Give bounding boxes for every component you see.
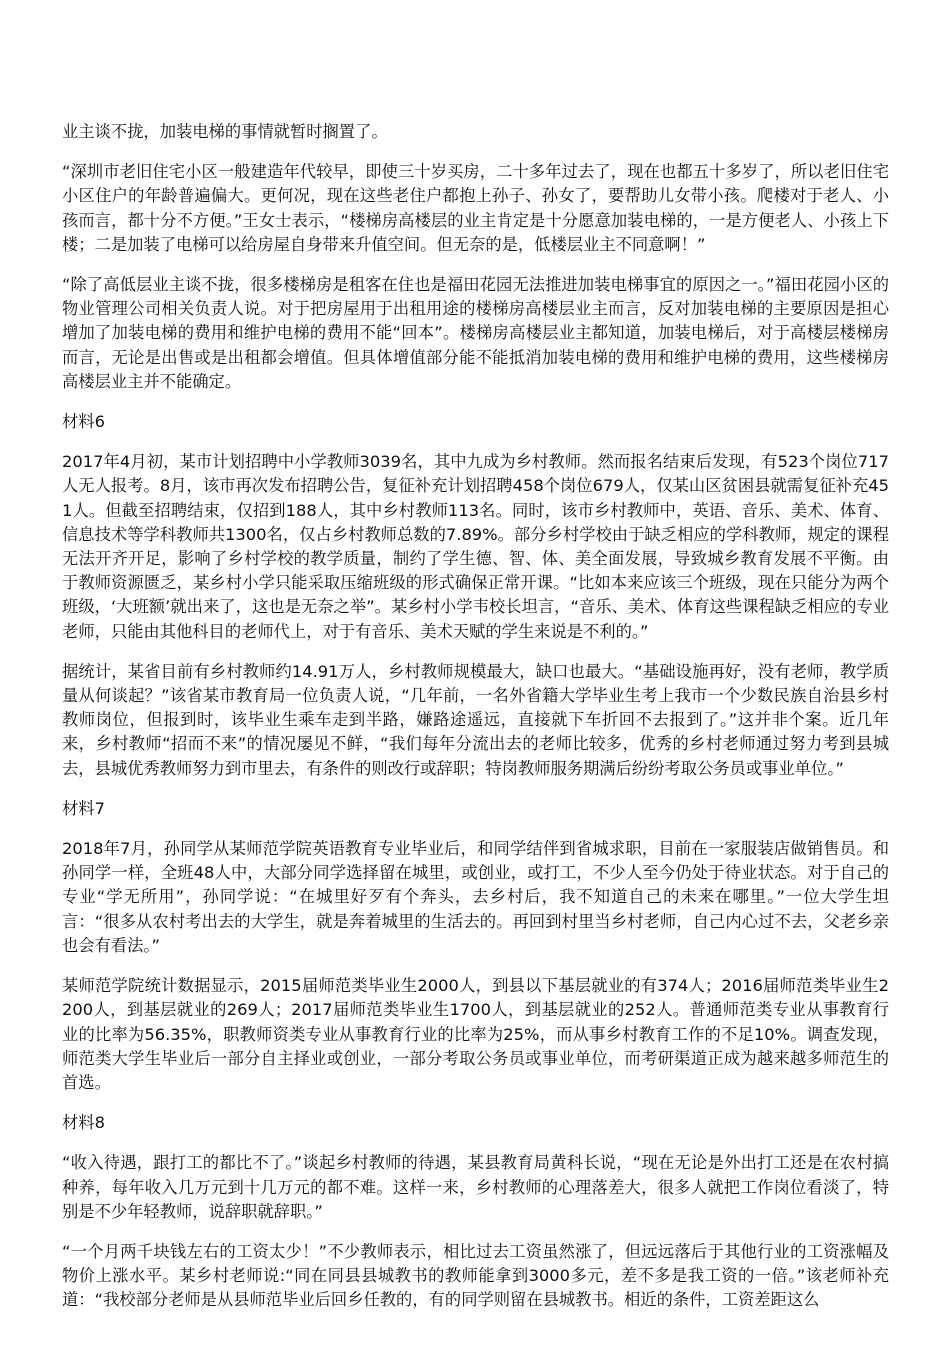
paragraph-graduate-sun: 2018年7月，孙同学从某师范学院英语教育专业毕业后，和同学结伴到省城求职，目前在一家服装店做销售员。和孙同学一样，全班48人中，大部分同学选择留在城里，或创业，或打工，不少人至今仍处于待业状态。对于自己的专业“学无所用”，孙同学说：“在城里好歹有个奔头，去乡村后，我不知道自己的未来在哪里。”一位大学生坦言：“很多从农村考出去的大学生，就是奔着城里的生活去的。再回到村里当乡村老师，自己内心过不去，父老乡亲也会有看法。” bbox=[62, 839, 889, 955]
paragraph-income-treatment: “收入待遇，跟打工的都比不了。”谈起乡村教师的待遇，某县教育局黄科长说，“现在无论是外出打工还是在农村搞种养，每年收入几万元到十几万元的都不难。这样一来，乡村教师的心理落差大，很多人就把工作岗位看淡了，特别是不少年轻教师，说辞职就辞职。” bbox=[62, 1153, 889, 1221]
section-heading-material-7: 材料7 bbox=[62, 798, 105, 818]
section-heading-material-6: 材料6 bbox=[62, 412, 105, 432]
paragraph-futian-garden: “除了高低层业主谈不拢，很多楼梯房是租客在住也是福田花园无法推进加装电梯事宜的原因之一。”福田花园小区的物业管理公司相关负责人说。对于把房屋用于出租用途的楼梯房高楼层业主而言，反对加装电梯的主要原因是担心增加了加装电梯的费用和维护电梯的费用不能“回本”。楼梯房高楼层业主都知道，加装电梯后，对于高楼层楼梯房而言，无论是出售或是出租都会增值。但具体增值部分能不能抵消加装电梯的费用和维护电梯的费用，这些楼梯房高楼层业主并不能确定。 bbox=[62, 275, 889, 391]
paragraph-salary-gap: “一个月两千块钱左右的工资太少！”不少教师表示，相比过去工资虽然涨了，但远远落后于其他行业的工资涨幅及物价上涨水平。某乡村老师说:“同在同县县城教书的教师能拿到3000多元，差不多是我工资的一倍。”该老师补充道：“我校部分老师是从县师范毕业后回乡任教的，有的同学则留在县城教书。相近的条件，工资差距这么 bbox=[62, 1241, 889, 1310]
paragraph-province-statistics: 据统计，某省目前有乡村教师约14.91万人，乡村教师规模最大，缺口也最大。“基础设施再好，没有老师，教学质量从何谈起？”该省某市教育局一位负责人说，“几年前，一名外省籍大学毕业生考上我市一个少数民族自治县乡村教师岗位，但报到时，该毕业生乘车走到半路，嫌路途遥远，直接就下车折回不去报到了。”这并非个案。近几年来，乡村教师“招而不来”的情况屡见不鲜，“我们每年分流出去的老师比较多，优秀的乡村老师通过努力考到县城去，县城优秀教师努力到市里去，有条件的则改行或辞职；特岗教师服务期满后纷纷考取公务员或事业单位。” bbox=[62, 661, 889, 778]
paragraph-intro: 业主谈不拢，加装电梯的事情就暂时搁置了。 bbox=[62, 122, 388, 141]
paragraph-shenzhen-residents: “深圳市老旧住宅小区一般建造年代较早，即使三十岁买房，二十多年过去了，现在也都五十多岁了，所以老旧住宅小区住户的年龄普遍偏大。更何况，现在这些老住户都抱上孙子、孙女了，要帮助儿女带小孩。爬楼对于老人、小孩而言，都十分不方便。”王女士表示，“楼梯房高楼层的业主肯定是十分愿意加装电梯的，一是方便老人、小孩上下楼；二是加装了电梯可以给房屋自身带来升值空间。但无奈的是，低楼层业主不同意啊！” bbox=[62, 162, 889, 254]
paragraph-teacher-recruitment: 2017年4月初，某市计划招聘中小学教师3039名，其中九成为乡村教师。然而报名结束后发现，有523个岗位717人无人报考。8月，该市再次发布招聘公告，复征补充计划招聘458个岗位679人，仅某山区贫困县就需复征补充451人。但截至招聘结束，仅招到188人，其中乡村教师113名。同时，该市乡村教师中，英语、音乐、美术、体育、信息技术等学科教师共1300名，仅占乡村教师总数的7.89%。部分乡村学校由于缺乏相应的学科教师，规定的课程无法开齐开足，影响了乡村学校的教学质量，制约了学生德、智、体、美全面发展，导致城乡教育发展不平衡。由于教师资源匮乏，某乡村小学只能采取压缩班级的形式确保正常开课。“比如本来应该三个班级，现在只能分为两个班级，‘大班额’就出来了，这也是无奈之举”。某乡村小学韦校长坦言，“音乐、美术、体育这些课程缺乏相应的专业老师，只能由其他科目的老师代上，对于有音乐、美术天赋的学生来说是不利的。” bbox=[62, 452, 889, 641]
paragraph-normal-college-data: 某师范学院统计数据显示，2015届师范类毕业生2000人，到县以下基层就业的有374人；2016届师范类毕业生2200人，到基层就业的269人；2017届师范类毕业生1700人，到基层就业的252人。普通师范类专业从事教育行业的比率为56.35%，职教师资类专业从事教育行业的比率为25%，而从事乡村教育工作的不足10%。调查发现，师范类大学生毕业后一部分自主择业或创业，一部分考取公务员或事业单位，而考研渠道正成为越来越多师范生的首选。 bbox=[62, 976, 889, 1092]
section-heading-material-8: 材料8 bbox=[62, 1113, 105, 1133]
